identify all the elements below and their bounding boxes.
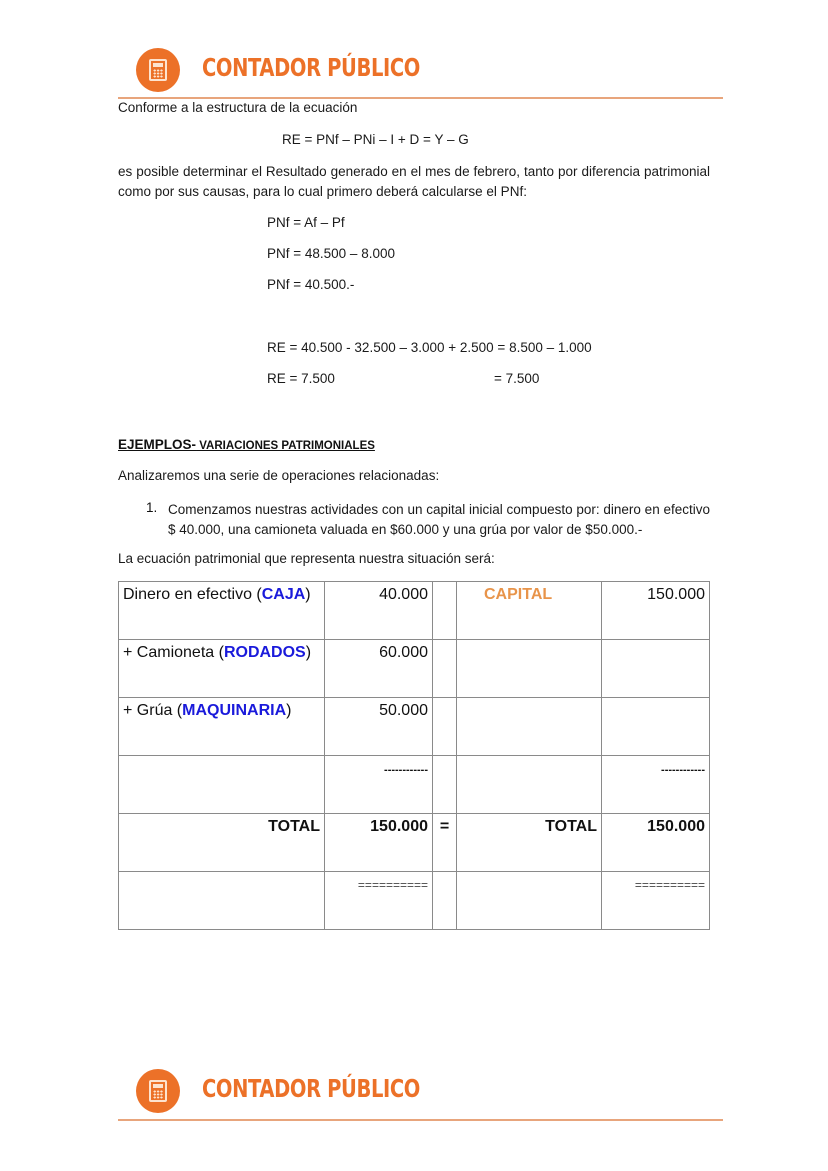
total-label-left: TOTAL bbox=[119, 814, 325, 872]
asset-label: + Grúa (MAQUINARIA) bbox=[119, 698, 325, 756]
footer-divider bbox=[118, 1119, 723, 1121]
intro-paragraph: es posible determinar el Resultado generado en el mes de febrero, tanto por diferencia patrimonial como por sus causas, para lo cual primero deberá calcularse el PNf: bbox=[118, 164, 710, 199]
table-row-total bbox=[119, 814, 710, 872]
brand-title: CONTADOR PÚBLICO bbox=[202, 1074, 420, 1103]
re-result-right: = 7.500 bbox=[494, 371, 540, 386]
re-result-left: RE = 7.500 bbox=[267, 371, 335, 386]
empty-cell bbox=[457, 872, 602, 930]
double-line-left: ========== bbox=[325, 872, 433, 930]
re-calculation: RE = 40.500 - 32.500 – 3.000 + 2.500 = 8.500 – 1.000 bbox=[267, 340, 592, 355]
page-footer bbox=[118, 1067, 723, 1123]
capital-label: CAPITAL bbox=[457, 582, 602, 640]
table-row bbox=[119, 582, 710, 640]
section-outro: La ecuación patrimonial que representa nuestra situación será: bbox=[118, 551, 495, 566]
empty-cell bbox=[119, 756, 325, 814]
right-value bbox=[602, 698, 710, 756]
table-row bbox=[119, 698, 710, 756]
dash-line-left: ------------ bbox=[325, 756, 433, 814]
pnf-result: PNf = 40.500.- bbox=[267, 277, 355, 292]
list-item: Comenzamos nuestras actividades con un capital inicial compuesto por: dinero en efectivo $ 40.000, una camioneta valuada en $60.000 y una grúa por valor de $50.000.- bbox=[168, 502, 710, 537]
section-intro: Analizaremos una serie de operaciones relacionadas: bbox=[118, 468, 440, 483]
table-row-subtotal-line bbox=[119, 756, 710, 814]
page-header bbox=[118, 46, 723, 100]
equals-cell bbox=[433, 698, 457, 756]
right-label bbox=[457, 640, 602, 698]
capital-value: 150.000 bbox=[602, 582, 710, 640]
double-line-right: ========== bbox=[602, 872, 710, 930]
empty-cell bbox=[457, 756, 602, 814]
section-heading: EJEMPLOS- VARIACIONES PATRIMONIALES bbox=[118, 437, 375, 452]
right-label bbox=[457, 698, 602, 756]
pnf-formula: PNf = Af – Pf bbox=[267, 215, 345, 230]
header-divider bbox=[118, 97, 723, 99]
calculator-icon bbox=[136, 48, 180, 92]
empty-cell bbox=[433, 756, 457, 814]
equals-cell bbox=[433, 582, 457, 640]
table-row-double-line bbox=[119, 872, 710, 930]
asset-label: + Camioneta (RODADOS) bbox=[119, 640, 325, 698]
empty-cell bbox=[433, 872, 457, 930]
calculator-icon bbox=[136, 1069, 180, 1113]
asset-value: 60.000 bbox=[325, 640, 433, 698]
intro-line: Conforme a la estructura de la ecuación bbox=[118, 100, 358, 115]
main-equation: RE = PNf – PNi – I + D = Y – G bbox=[282, 132, 469, 147]
empty-cell bbox=[119, 872, 325, 930]
dash-line-right: ------------ bbox=[602, 756, 710, 814]
total-value-left: 150.000 bbox=[325, 814, 433, 872]
brand-title: CONTADOR PÚBLICO bbox=[202, 53, 420, 82]
asset-value: 40.000 bbox=[325, 582, 433, 640]
total-value-right: 150.000 bbox=[602, 814, 710, 872]
table-row bbox=[119, 640, 710, 698]
right-value bbox=[602, 640, 710, 698]
asset-value: 50.000 bbox=[325, 698, 433, 756]
list-number: 1. bbox=[146, 500, 158, 515]
pnf-substitution: PNf = 48.500 – 8.000 bbox=[267, 246, 395, 261]
equals-sign: = bbox=[433, 814, 457, 872]
patrimonial-equation-table bbox=[118, 581, 710, 930]
asset-label: Dinero en efectivo (CAJA) bbox=[119, 582, 325, 640]
equals-cell bbox=[433, 640, 457, 698]
total-label-right: TOTAL bbox=[457, 814, 602, 872]
